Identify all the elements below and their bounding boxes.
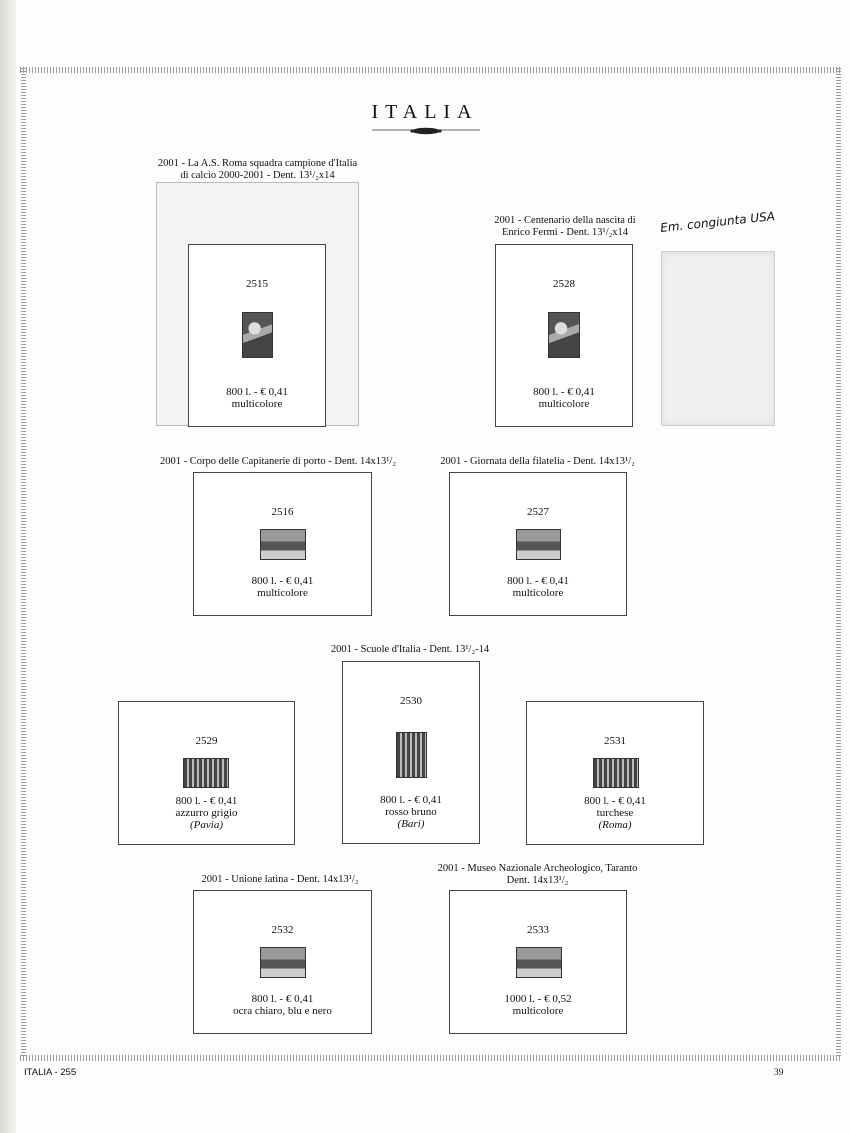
stamp-number: 2532 [271, 924, 294, 936]
stamp-image [260, 529, 306, 560]
stamp-number: 2531 [604, 735, 626, 747]
caption-line: 2001 - Museo Nazionale Archeologico, Taranto [437, 863, 638, 874]
stamp-image [548, 312, 580, 358]
stamp-value: 800 l. - € 0,41 [584, 795, 646, 807]
stamp-place: (Bari) [397, 818, 425, 830]
left-border [21, 68, 26, 1058]
mount-2516 [193, 472, 372, 616]
stamp-color: multicolore [512, 587, 564, 599]
mount-2533 [449, 890, 627, 1034]
stamp-number: 2515 [246, 278, 268, 290]
caption-2527: 2001 - Giornata della filatelia - Dent. 14x13¹/₂ [440, 456, 635, 467]
stamp-value: 800 l. - € 0,41 [380, 794, 442, 806]
mount-2527 [449, 472, 627, 616]
ornament-icon [372, 124, 480, 136]
stamp-color: ocra chiaro, blu e nero [233, 1005, 332, 1017]
stamp-value: 1000 l. - € 0,52 [504, 993, 572, 1005]
stamp-number: 2529 [195, 735, 218, 747]
mount-2515 [188, 244, 326, 427]
stamp-number: 2528 [553, 278, 575, 290]
stamp-value: 800 l. - € 0,41 [251, 993, 314, 1005]
stamp-image [183, 758, 229, 788]
mount-2530 [342, 661, 480, 844]
footer-page-code: ITALIA - 255 [24, 1067, 77, 1078]
right-border [836, 68, 841, 1058]
page-title: ITALIA [371, 101, 479, 123]
stamp-value: 800 l. - € 0,41 [251, 575, 314, 587]
caption-2516: 2001 - Corpo delle Capitanerie di porto - Dent. 14x13¹/₂ [160, 456, 397, 467]
stamp-color: multicolore [257, 587, 308, 599]
mount-2528 [495, 244, 633, 427]
stamp-number: 2516 [271, 506, 294, 518]
stamp-image [260, 947, 306, 978]
caption-line: 2001 - Centenario della nascita di [494, 215, 636, 226]
caption-line: 2001 - La A.S. Roma squadra campione d'Italia [157, 158, 358, 169]
stamp-value: 800 l. - € 0,41 [226, 386, 288, 398]
bottom-border [20, 1055, 842, 1061]
top-border [20, 67, 842, 73]
embossed-sheet [661, 251, 775, 426]
caption-2533 [425, 863, 650, 887]
stamp-color: multicolore [538, 398, 590, 410]
stamp-color: azzurro grigio [175, 807, 238, 819]
caption-2528 [470, 215, 660, 239]
stamp-number: 2533 [527, 924, 549, 936]
footer-page-number: 39 [774, 1068, 784, 1078]
stamp-image [242, 312, 273, 358]
mount-2532 [193, 890, 372, 1034]
stamp-number: 2530 [400, 695, 422, 707]
caption-2532: 2001 - Unione latina - Dent. 14x13¹/₂ [201, 874, 359, 885]
stamp-color: multicolore [512, 1005, 564, 1017]
stamp-value: 800 l. - € 0,41 [533, 386, 595, 398]
caption-2515 [150, 158, 365, 182]
handwritten-note: Em. congiunta USA [659, 209, 776, 235]
stamp-image [516, 529, 561, 560]
stamp-image [396, 732, 427, 778]
stamp-color: multicolore [231, 398, 283, 410]
caption-line: Enrico Fermi - Dent. 13¹/₂x14 [501, 227, 629, 238]
stamp-value: 800 l. - € 0,41 [507, 575, 569, 587]
caption-scuole: 2001 - Scuole d'Italia - Dent. 13¹/₂-14 [330, 644, 490, 655]
mount-2531 [526, 701, 704, 845]
stamp-place: (Roma) [598, 819, 632, 831]
stamp-place: (Pavia) [190, 819, 223, 831]
stamp-color: turchese [596, 807, 634, 819]
mount-2529 [118, 701, 295, 845]
stamp-image [516, 947, 562, 978]
binder-edge [0, 0, 16, 1133]
stamp-value: 800 l. - € 0,41 [175, 795, 238, 807]
stamp-image [593, 758, 639, 788]
stamp-number: 2527 [527, 506, 549, 518]
caption-line: di calcio 2000-2001 - Dent. 13¹/₂x14 [180, 170, 335, 181]
stamp-color: rosso bruno [385, 806, 437, 818]
caption-line: Dent. 14x13¹/₂ [506, 875, 569, 886]
